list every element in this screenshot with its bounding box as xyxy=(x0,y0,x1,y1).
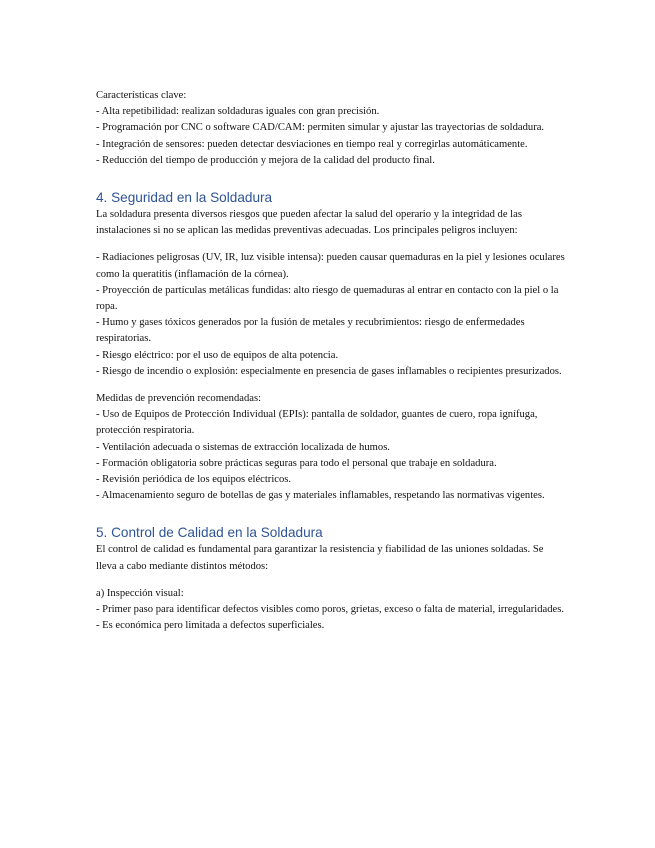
list-item: - Ventilación adecuada o sistemas de extracción localizada de humos. xyxy=(96,441,390,453)
visual-inspection-title: a) Inspección visual: xyxy=(96,587,184,599)
list-item: - Humo y gases tóxicos generados por la fusión de metales y recubrimientos: riesgo de enfermedades respiratorias. xyxy=(96,317,525,345)
prevention-measures-block xyxy=(96,391,566,504)
list-item: - Riesgo eléctrico: por el uso de equipos de alta potencia. xyxy=(96,349,339,361)
section-4-intro: La soldadura presenta diversos riesgos que pueden afectar la salud del operario y la integridad de las instalaciones si no se aplican las medidas preventivas adecuadas. Los principales peligros incluyen: xyxy=(96,209,522,237)
list-item: - Formación obligatoria sobre prácticas seguras para todo el personal que trabaje en soldadura. xyxy=(96,457,497,469)
list-item: - Es económica pero limitada a defectos superficiales. xyxy=(96,620,325,632)
visual-inspection-block xyxy=(96,586,566,635)
list-item: - Proyección de partículas metálicas fundidas: alto riesgo de quemaduras al entrar en contacto con la piel o la ropa. xyxy=(96,284,559,313)
list-item: - Uso de Equipos de Protección Individual (EPIs): pantalla de soldador, guantes de cuero, ropa ignífuga, protección respiratoria. xyxy=(96,409,538,437)
list-item: - Integración de sensores: pueden detectar desviaciones en tiempo real y corregirlas automáticamente. xyxy=(96,138,528,150)
document-page xyxy=(96,88,566,634)
key-features-block xyxy=(96,88,566,169)
list-item: - Radiaciones peligrosas (UV, IR, luz visible intensa): pueden causar quemaduras en la piel y lesiones oculares como la queratitis (inflamación de la córnea). xyxy=(96,252,565,280)
section-5-intro: El control de calidad es fundamental para garantizar la resistencia y fiabilidad de las uniones soldadas. Se lleva a cabo mediante distintos métodos: xyxy=(96,544,544,572)
list-item: - Reducción del tiempo de producción y mejora de la calidad del producto final. xyxy=(96,154,435,166)
list-item: - Almacenamiento seguro de botellas de gas y materiales inflamables, respetando las normativas vigentes. xyxy=(96,490,545,502)
section-4-heading: 4. Seguridad en la Soldadura xyxy=(96,190,273,206)
list-item: - Alta repetibilidad: realizan soldaduras iguales con gran precisión. xyxy=(96,106,380,118)
section-5-heading: 5. Control de Calidad en la Soldadura xyxy=(96,525,323,541)
prevention-measures-title: Medidas de prevención recomendadas: xyxy=(96,393,262,405)
key-features-title: Características clave: xyxy=(96,90,187,101)
list-item: - Primer paso para identificar defectos visibles como poros, grietas, exceso o falta de material, irregularidades. xyxy=(96,604,565,616)
list-item: - Revisión periódica de los equipos eléctricos. xyxy=(96,474,292,486)
list-item: - Programación por CNC o software CAD/CAM: permiten simular y ajustar las trayectorias de soldadura. xyxy=(96,122,545,134)
hazards-list xyxy=(96,250,566,380)
list-item: - Riesgo de incendio o explosión: especialmente en presencia de gases inflamables o recipientes presurizados. xyxy=(96,365,562,377)
